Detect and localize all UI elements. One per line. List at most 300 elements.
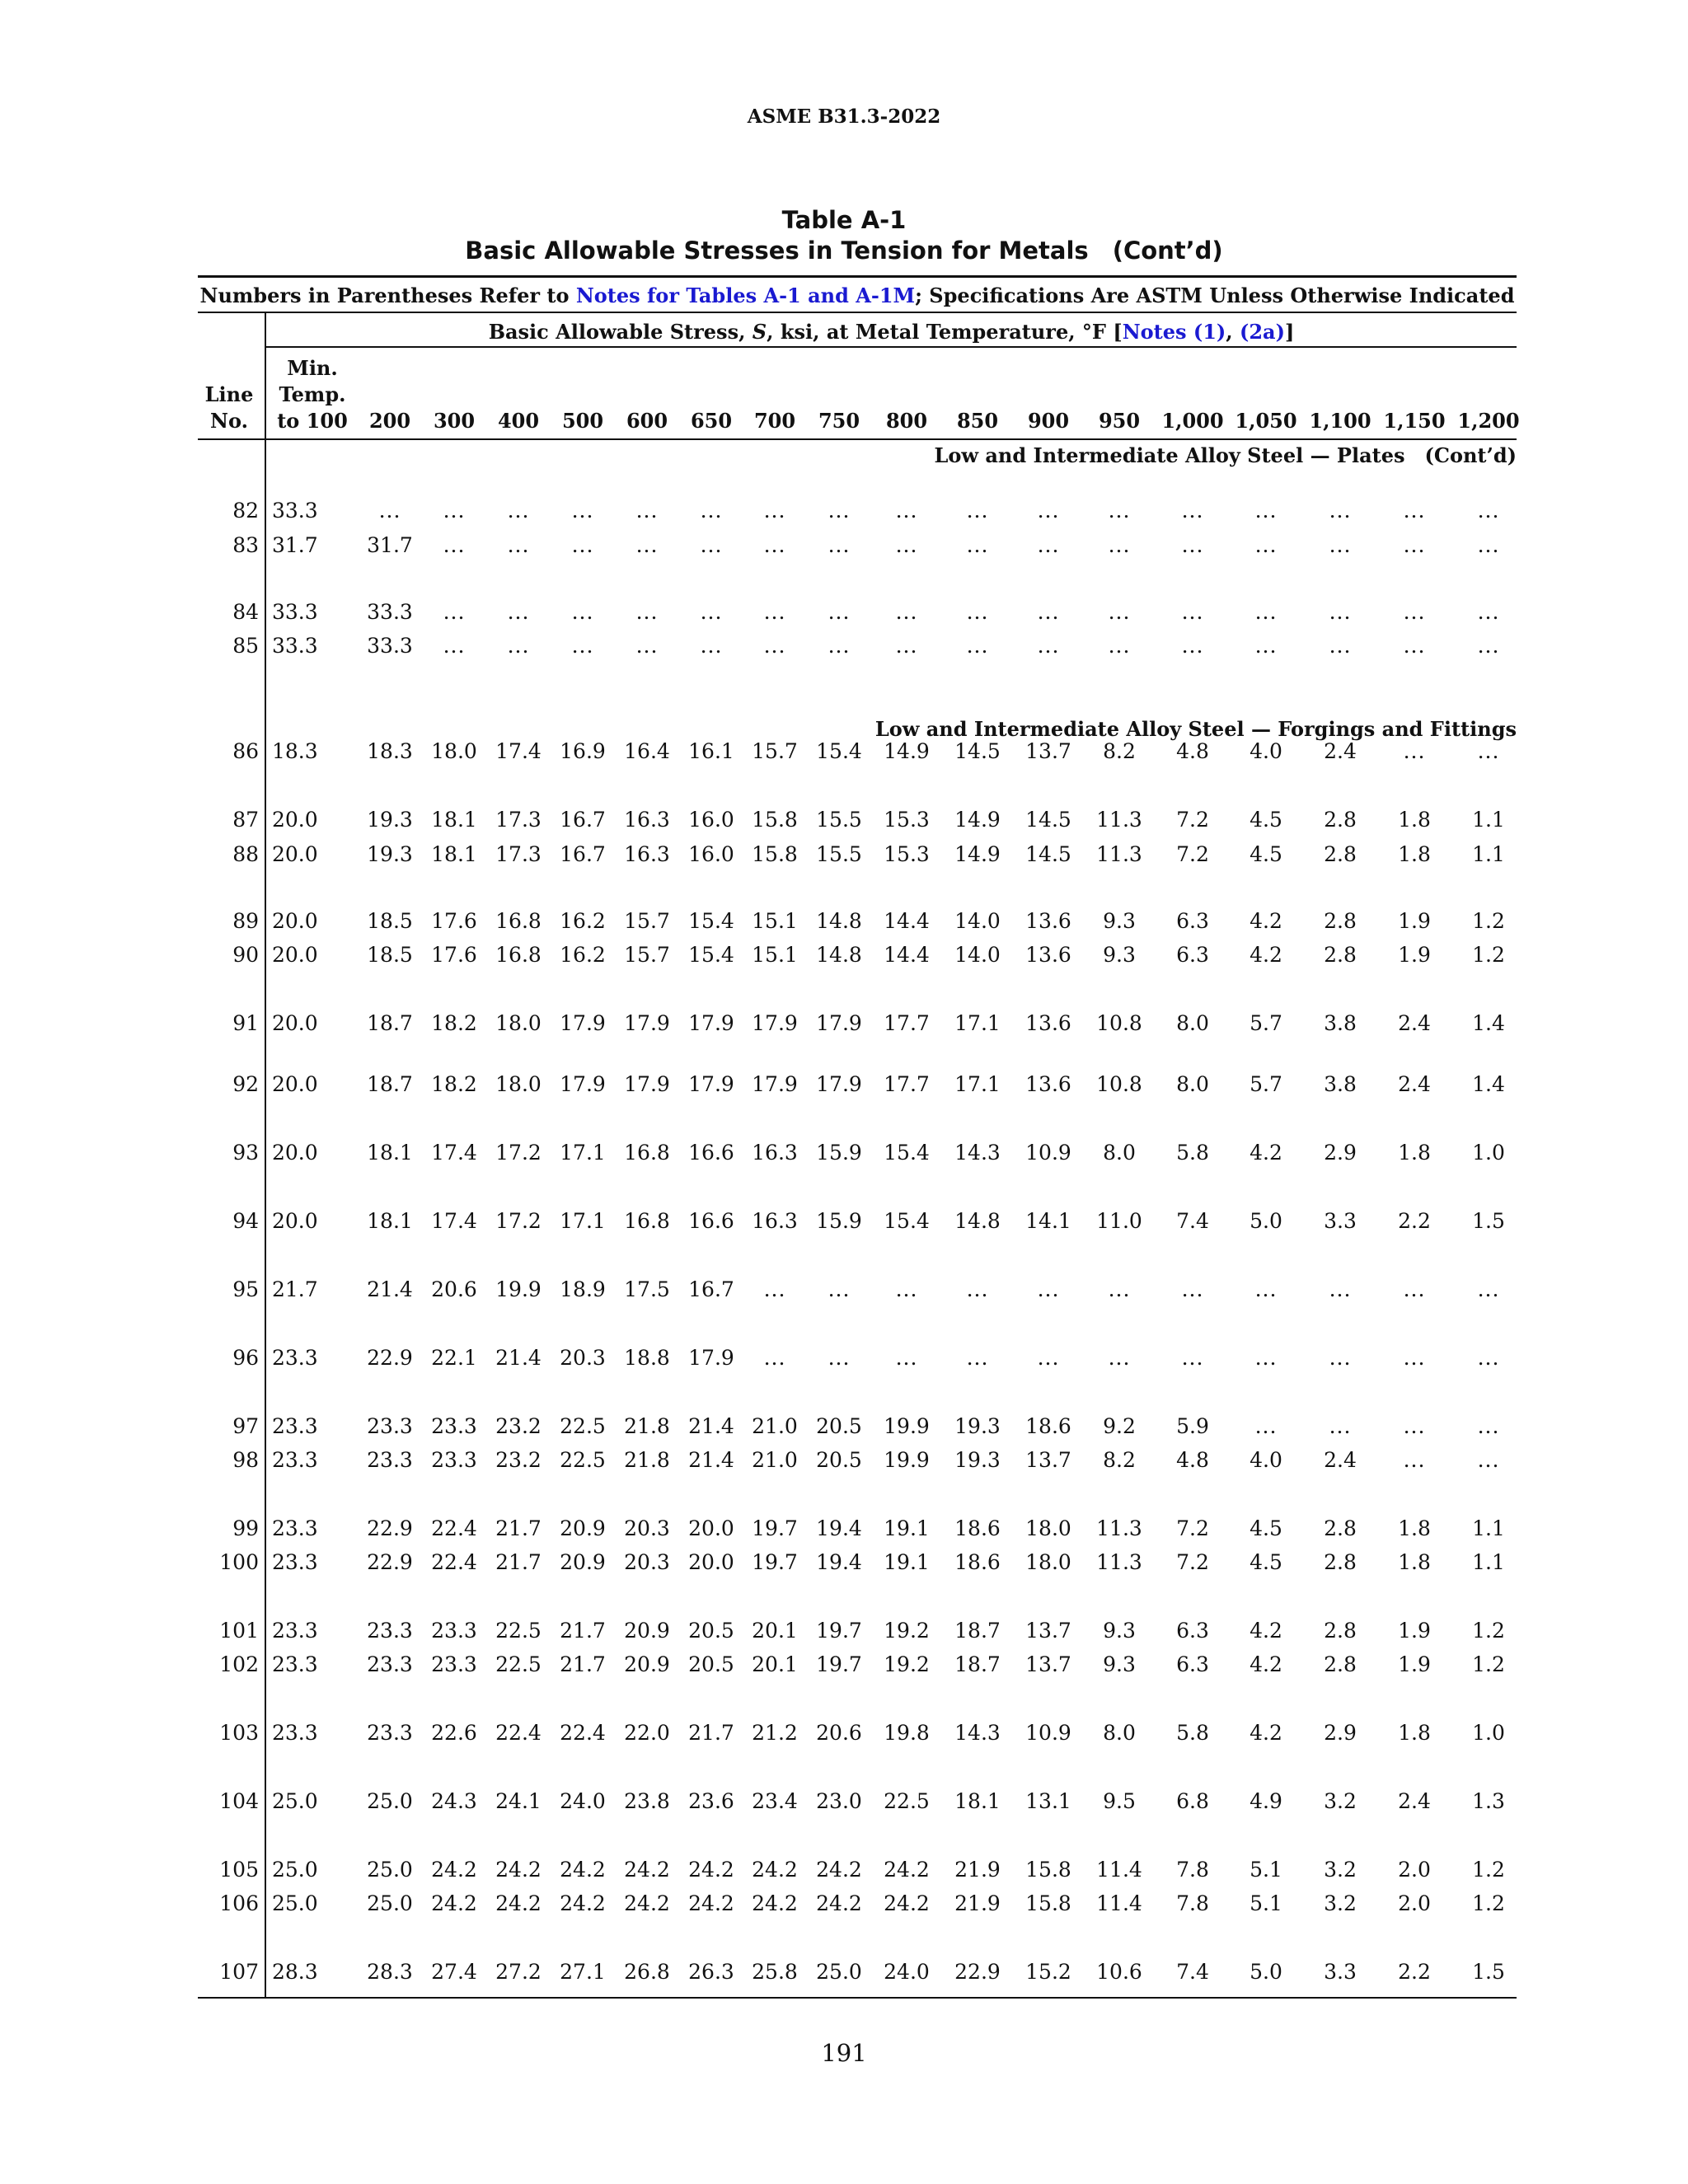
stress-value-cell: 22.9 — [367, 1346, 413, 1370]
stress-value-cell: 24.2 — [752, 1891, 798, 1915]
stress-value-cell: 16.3 — [752, 1209, 798, 1233]
stress-value-cell: 2.2 — [1398, 1209, 1431, 1233]
stress-value-cell: 4.0 — [1250, 739, 1282, 763]
stress-value-cell: 18.5 — [367, 909, 413, 933]
column-header-min-temp-1: Min. — [287, 356, 338, 380]
min-temp-cell: 18.3 — [272, 739, 318, 763]
stress-value-cell: 7.2 — [1176, 842, 1209, 866]
stress-value-cell: 18.0 — [1025, 1550, 1071, 1574]
stress-value-cell: 2.0 — [1398, 1891, 1431, 1915]
line-number-cell: 94 — [232, 1209, 259, 1233]
stress-value-cell: 1.2 — [1472, 1652, 1505, 1676]
stress-value-cell: 24.2 — [816, 1858, 862, 1882]
stress-value-cell: 21.4 — [688, 1448, 734, 1472]
stress-value-cell: 3.3 — [1324, 1209, 1357, 1233]
stress-value-cell: ... — [1254, 600, 1278, 624]
stress-value-cell: 17.3 — [495, 808, 542, 832]
stress-value-cell: 17.2 — [495, 1141, 542, 1165]
stress-value-cell: 18.1 — [367, 1141, 413, 1165]
stress-value-cell: ... — [1329, 533, 1352, 557]
stress-value-cell: 14.5 — [1025, 808, 1071, 832]
stress-value-cell: 19.3 — [954, 1448, 1001, 1472]
line-number-cell: 107 — [219, 1960, 259, 1984]
stress-value-cell: ... — [828, 499, 851, 523]
stress-value-cell: 22.0 — [624, 1721, 670, 1745]
stress-value-cell: 17.4 — [431, 1209, 477, 1233]
stress-value-cell: 4.2 — [1250, 1141, 1282, 1165]
stress-value-cell: ... — [1403, 1414, 1426, 1438]
stress-value-cell: 11.4 — [1096, 1858, 1142, 1882]
line-number-cell: 89 — [232, 909, 259, 933]
stress-value-cell: 1.1 — [1472, 1516, 1505, 1540]
stress-value-cell: 16.3 — [624, 842, 670, 866]
column-header-temp-15: 1,150 — [1383, 409, 1446, 433]
stress-value-cell: 18.3 — [367, 739, 413, 763]
line-number-cell: 101 — [219, 1619, 259, 1643]
stress-value-cell: 21.8 — [624, 1448, 670, 1472]
stress-value-cell: 18.2 — [431, 1011, 477, 1035]
stress-value-cell: 18.0 — [495, 1072, 542, 1096]
stress-value-cell: 25.0 — [367, 1891, 413, 1915]
stress-value-cell: 16.7 — [560, 808, 606, 832]
stress-value-cell: 24.2 — [495, 1891, 542, 1915]
column-header-temp-1: 300 — [433, 409, 476, 433]
stress-value-cell: 2.4 — [1398, 1011, 1431, 1035]
stress-value-cell: ... — [1254, 1277, 1278, 1301]
stress-value-cell: ... — [1403, 600, 1426, 624]
stress-value-cell: 3.8 — [1324, 1072, 1357, 1096]
stress-value-cell: 23.3 — [367, 1652, 413, 1676]
stress-value-cell: 24.2 — [560, 1858, 606, 1882]
stress-value-cell: ... — [635, 533, 659, 557]
column-header-temp-5: 650 — [690, 409, 733, 433]
stress-value-cell: 19.7 — [752, 1550, 798, 1574]
stress-value-cell: 1.1 — [1472, 842, 1505, 866]
stress-value-cell: 24.2 — [431, 1891, 477, 1915]
stress-value-cell: ... — [1329, 1346, 1352, 1370]
stress-value-cell: 23.3 — [367, 1414, 413, 1438]
notes-rule — [198, 312, 1517, 313]
stress-value-cell: 22.9 — [367, 1516, 413, 1540]
stress-value-cell: 19.9 — [495, 1277, 542, 1301]
stress-value-cell: ... — [1477, 1414, 1500, 1438]
stress-value-cell: 22.5 — [495, 1652, 542, 1676]
stress-value-cell: 23.3 — [367, 1721, 413, 1745]
column-header-min-temp-2: Temp. — [279, 382, 346, 406]
stress-value-cell: 14.8 — [954, 1209, 1001, 1233]
stress-value-cell: ... — [700, 634, 723, 658]
stress-value-cell: 2.8 — [1324, 1619, 1357, 1643]
line-number-cell: 84 — [232, 600, 259, 624]
basic-symbol: S — [752, 320, 767, 344]
stress-value-cell: ... — [763, 600, 786, 624]
stress-value-cell: 15.8 — [752, 808, 798, 832]
stress-value-cell: 14.9 — [954, 842, 1001, 866]
stress-value-cell: 15.9 — [816, 1141, 862, 1165]
line-number-cell: 86 — [232, 739, 259, 763]
stress-value-cell: 24.0 — [884, 1960, 930, 1984]
line-number-cell: 98 — [232, 1448, 259, 1472]
stress-value-cell: ... — [895, 1346, 918, 1370]
notes-1-link[interactable]: Notes (1) — [1122, 320, 1226, 344]
stress-value-cell: ... — [1254, 499, 1278, 523]
stress-value-cell: ... — [966, 600, 989, 624]
stress-value-cell: 7.2 — [1176, 808, 1209, 832]
stress-value-cell: 24.1 — [495, 1789, 542, 1813]
stress-value-cell: ... — [635, 634, 659, 658]
stress-value-cell: 14.1 — [1025, 1209, 1071, 1233]
stress-value-cell: 5.0 — [1250, 1960, 1282, 1984]
stress-value-cell: ... — [443, 600, 466, 624]
stress-value-cell: 11.0 — [1096, 1209, 1142, 1233]
stress-value-cell: 4.2 — [1250, 909, 1282, 933]
stress-value-cell: 20.1 — [752, 1652, 798, 1676]
stress-value-cell: 5.8 — [1176, 1141, 1209, 1165]
min-temp-cell: 23.3 — [272, 1448, 318, 1472]
stress-value-cell: 18.1 — [367, 1209, 413, 1233]
stress-value-cell: 1.9 — [1398, 1652, 1431, 1676]
bottom-rule — [198, 1997, 1517, 1999]
stress-value-cell: 1.4 — [1472, 1011, 1505, 1035]
stress-value-cell: ... — [966, 533, 989, 557]
stress-value-cell: ... — [1477, 1277, 1500, 1301]
stress-value-cell: 21.8 — [624, 1414, 670, 1438]
min-temp-cell: 23.3 — [272, 1550, 318, 1574]
stress-value-cell: 17.7 — [884, 1011, 930, 1035]
stress-value-cell: ... — [700, 600, 723, 624]
stress-value-cell: 26.8 — [624, 1960, 670, 1984]
line-number-cell: 90 — [232, 943, 259, 967]
stress-value-cell: ... — [1181, 499, 1204, 523]
stress-value-cell: 11.3 — [1096, 842, 1142, 866]
stress-value-cell: 11.3 — [1096, 1516, 1142, 1540]
stress-value-cell: 22.1 — [431, 1346, 477, 1370]
stress-value-cell: 6.3 — [1176, 909, 1209, 933]
basic-stress-heading — [266, 320, 1517, 344]
line-number-cell: 95 — [232, 1277, 259, 1301]
stress-value-cell: 20.5 — [816, 1414, 862, 1438]
line-number-cell: 88 — [232, 842, 259, 866]
stress-value-cell: 1.3 — [1472, 1789, 1505, 1813]
stress-value-cell: 4.5 — [1250, 808, 1282, 832]
stress-value-cell: ... — [1329, 1277, 1352, 1301]
column-header-temp-7: 750 — [818, 409, 860, 433]
stress-value-cell: 21.7 — [560, 1619, 606, 1643]
column-header-temp-3: 500 — [561, 409, 604, 433]
stress-value-cell: ... — [1037, 533, 1060, 557]
stress-value-cell: 14.8 — [816, 909, 862, 933]
stress-value-cell: 24.2 — [624, 1891, 670, 1915]
stress-value-cell: 4.9 — [1250, 1789, 1282, 1813]
stress-value-cell: 7.4 — [1176, 1960, 1209, 1984]
stress-value-cell: 7.2 — [1176, 1550, 1209, 1574]
stress-value-cell: 21.4 — [367, 1277, 413, 1301]
stress-value-cell: 20.5 — [688, 1652, 734, 1676]
stress-value-cell: 19.2 — [884, 1652, 930, 1676]
stress-value-cell: ... — [1108, 634, 1131, 658]
stress-value-cell: 24.2 — [884, 1858, 930, 1882]
stress-value-cell: 9.5 — [1103, 1789, 1136, 1813]
min-temp-cell: 23.3 — [272, 1414, 318, 1438]
stress-value-cell: 21.7 — [495, 1516, 542, 1540]
stress-value-cell: ... — [1181, 634, 1204, 658]
stress-value-cell: ... — [895, 634, 918, 658]
column-header-temp-10: 900 — [1027, 409, 1070, 433]
stress-value-cell: ... — [966, 1277, 989, 1301]
min-temp-cell: 23.3 — [272, 1619, 318, 1643]
stress-value-cell: 3.2 — [1324, 1858, 1357, 1882]
stress-value-cell: 20.3 — [624, 1550, 670, 1574]
stress-value-cell: ... — [1477, 533, 1500, 557]
stress-value-cell: 4.8 — [1176, 739, 1209, 763]
stress-value-cell: 21.9 — [954, 1891, 1001, 1915]
stress-value-cell: 22.5 — [495, 1619, 542, 1643]
stress-value-cell: ... — [828, 1346, 851, 1370]
notes-2a-link[interactable]: (2a) — [1239, 320, 1285, 344]
stress-value-cell: 21.9 — [954, 1858, 1001, 1882]
stress-value-cell: 20.9 — [560, 1516, 606, 1540]
stress-value-cell: ... — [1403, 634, 1426, 658]
stress-value-cell: ... — [1108, 1277, 1131, 1301]
stress-value-cell: 17.9 — [688, 1011, 734, 1035]
min-temp-cell: 20.0 — [272, 909, 318, 933]
stress-value-cell: 15.7 — [624, 943, 670, 967]
stress-value-cell: 24.2 — [624, 1858, 670, 1882]
stress-value-cell: 15.1 — [752, 909, 798, 933]
stress-value-cell: 1.0 — [1472, 1141, 1505, 1165]
stress-value-cell: 20.9 — [560, 1550, 606, 1574]
stress-value-cell: 17.9 — [560, 1072, 606, 1096]
stress-value-cell: 20.6 — [431, 1277, 477, 1301]
stress-value-cell: 9.3 — [1103, 1619, 1136, 1643]
stress-value-cell: 4.0 — [1250, 1448, 1282, 1472]
stress-value-cell: 24.3 — [431, 1789, 477, 1813]
stress-value-cell: 16.0 — [688, 842, 734, 866]
stress-value-cell: ... — [1477, 600, 1500, 624]
stress-value-cell: 21.2 — [752, 1721, 798, 1745]
line-number-cell: 102 — [219, 1652, 259, 1676]
stress-value-cell: 19.4 — [816, 1516, 862, 1540]
stress-value-cell: 21.7 — [688, 1721, 734, 1745]
stress-value-cell: 9.3 — [1103, 943, 1136, 967]
column-header-temp-2: 400 — [497, 409, 540, 433]
stress-value-cell: 22.4 — [431, 1550, 477, 1574]
stress-value-cell: 1.0 — [1472, 1721, 1505, 1745]
stress-value-cell: 21.4 — [688, 1414, 734, 1438]
stress-value-cell: ... — [1181, 533, 1204, 557]
stress-value-cell: 17.9 — [816, 1011, 862, 1035]
basic-heading-rule — [266, 346, 1517, 348]
stress-value-cell: 9.2 — [1103, 1414, 1136, 1438]
stress-value-cell: 17.9 — [816, 1072, 862, 1096]
column-header-temp-9: 850 — [956, 409, 999, 433]
stress-value-cell: 8.0 — [1103, 1721, 1136, 1745]
stress-value-cell: 1.2 — [1472, 1858, 1505, 1882]
stress-value-cell: 17.1 — [954, 1011, 1001, 1035]
min-temp-cell: 23.3 — [272, 1346, 318, 1370]
notes-suffix: ; Specifications Are ASTM Unless Otherwise Indicated — [915, 284, 1515, 307]
stress-value-cell: 4.5 — [1250, 1516, 1282, 1540]
stress-value-cell: 5.9 — [1176, 1414, 1209, 1438]
stress-value-cell: 15.1 — [752, 943, 798, 967]
stress-value-cell: 16.3 — [624, 808, 670, 832]
stress-value-cell: ... — [443, 533, 466, 557]
stress-value-cell: 13.6 — [1025, 1072, 1071, 1096]
stress-value-cell: 1.8 — [1398, 842, 1431, 866]
min-temp-cell: 25.0 — [272, 1789, 318, 1813]
stress-value-cell: ... — [507, 533, 530, 557]
stress-value-cell: 18.5 — [367, 943, 413, 967]
stress-value-cell: ... — [966, 499, 989, 523]
stress-value-cell: 15.7 — [752, 739, 798, 763]
line-number-cell: 105 — [219, 1858, 259, 1882]
column-header-line-no-1: Line — [204, 382, 254, 406]
stress-value-cell: 22.9 — [367, 1550, 413, 1574]
stress-value-cell: 15.4 — [884, 1141, 930, 1165]
min-temp-cell: 20.0 — [272, 842, 318, 866]
stress-value-cell: 6.8 — [1176, 1789, 1209, 1813]
stress-value-cell: 7.4 — [1176, 1209, 1209, 1233]
stress-value-cell: ... — [1254, 1346, 1278, 1370]
stress-value-cell: 5.1 — [1250, 1858, 1282, 1882]
stress-value-cell: 24.2 — [688, 1858, 734, 1882]
min-temp-cell: 23.3 — [272, 1652, 318, 1676]
stress-value-cell: ... — [1477, 499, 1500, 523]
stress-value-cell: 19.1 — [884, 1550, 930, 1574]
stress-value-cell: ... — [966, 634, 989, 658]
stress-value-cell: 23.2 — [495, 1448, 542, 1472]
stress-value-cell: 4.2 — [1250, 1619, 1282, 1643]
stress-value-cell: 17.2 — [495, 1209, 542, 1233]
stress-value-cell: 14.9 — [954, 808, 1001, 832]
stress-value-cell: 18.2 — [431, 1072, 477, 1096]
stress-value-cell: ... — [1403, 739, 1426, 763]
stress-value-cell: ... — [1108, 1346, 1131, 1370]
stress-value-cell: ... — [571, 634, 594, 658]
column-header-temp-4: 600 — [626, 409, 668, 433]
stress-value-cell: 18.7 — [367, 1011, 413, 1035]
stress-value-cell: 6.3 — [1176, 1619, 1209, 1643]
stress-value-cell: 17.9 — [752, 1072, 798, 1096]
min-temp-cell: 31.7 — [272, 533, 318, 557]
stress-value-cell: ... — [1329, 1414, 1352, 1438]
stress-value-cell: 22.9 — [954, 1960, 1001, 1984]
stress-value-cell: 1.2 — [1472, 909, 1505, 933]
stress-value-cell: ... — [507, 499, 530, 523]
stress-value-cell: 2.4 — [1398, 1072, 1431, 1096]
stress-value-cell: 1.1 — [1472, 808, 1505, 832]
line-number-cell: 83 — [232, 533, 259, 557]
stress-value-cell: ... — [700, 499, 723, 523]
stress-value-cell: 22.4 — [560, 1721, 606, 1745]
stress-value-cell: 14.3 — [954, 1721, 1001, 1745]
stress-value-cell: 16.6 — [688, 1141, 734, 1165]
stress-value-cell: 7.8 — [1176, 1858, 1209, 1882]
stress-value-cell: 14.5 — [954, 739, 1001, 763]
stress-value-cell: 17.1 — [954, 1072, 1001, 1096]
stress-value-cell: ... — [828, 634, 851, 658]
column-header-temp-8: 800 — [885, 409, 928, 433]
stress-value-cell: 4.2 — [1250, 943, 1282, 967]
stress-value-cell: 4.8 — [1176, 1448, 1209, 1472]
stress-value-cell: 15.2 — [1025, 1960, 1071, 1984]
stress-value-cell: 10.9 — [1025, 1721, 1071, 1745]
stress-value-cell: 15.4 — [688, 943, 734, 967]
stress-value-cell: 23.3 — [431, 1619, 477, 1643]
column-header-min-temp — [269, 355, 356, 434]
page-number: 191 — [821, 2039, 867, 2067]
stress-value-cell: ... — [1037, 634, 1060, 658]
stress-value-cell: 18.1 — [954, 1789, 1001, 1813]
stress-value-cell: ... — [378, 499, 401, 523]
stress-value-cell: 5.7 — [1250, 1011, 1282, 1035]
stress-value-cell: 15.5 — [816, 808, 862, 832]
column-header-temp-13: 1,050 — [1235, 409, 1297, 433]
stress-value-cell: 9.3 — [1103, 1652, 1136, 1676]
stress-value-cell: 16.2 — [560, 909, 606, 933]
min-temp-cell: 23.3 — [272, 1516, 318, 1540]
line-number-cell: 97 — [232, 1414, 259, 1438]
stress-value-cell: 17.9 — [688, 1346, 734, 1370]
stress-value-cell: 8.2 — [1103, 739, 1136, 763]
stress-value-cell: 15.4 — [884, 1209, 930, 1233]
line-number-cell: 96 — [232, 1346, 259, 1370]
stress-value-cell: 3.2 — [1324, 1891, 1357, 1915]
stress-value-cell: ... — [635, 600, 659, 624]
stress-value-cell: 2.8 — [1324, 808, 1357, 832]
stress-value-cell: ... — [828, 600, 851, 624]
stress-value-cell: 14.0 — [954, 943, 1001, 967]
stress-value-cell: 1.1 — [1472, 1550, 1505, 1574]
stress-value-cell: 18.1 — [431, 842, 477, 866]
stress-value-cell: 5.8 — [1176, 1721, 1209, 1745]
stress-value-cell: 13.6 — [1025, 943, 1071, 967]
stress-value-cell: 18.8 — [624, 1346, 670, 1370]
stress-value-cell: 3.2 — [1324, 1789, 1357, 1813]
stress-value-cell: ... — [507, 600, 530, 624]
stress-value-cell: 22.4 — [431, 1516, 477, 1540]
stress-value-cell: 14.5 — [1025, 842, 1071, 866]
stress-value-cell: ... — [895, 499, 918, 523]
stress-value-cell: 6.3 — [1176, 1652, 1209, 1676]
min-temp-cell: 20.0 — [272, 808, 318, 832]
stress-value-cell: 11.3 — [1096, 808, 1142, 832]
stress-value-cell: ... — [700, 533, 723, 557]
stress-value-cell: 2.2 — [1398, 1960, 1431, 1984]
column-header-line-no-2: No. — [210, 409, 248, 433]
stress-value-cell: ... — [1108, 533, 1131, 557]
line-number-cell: 85 — [232, 634, 259, 658]
stress-value-cell: 17.5 — [624, 1277, 670, 1301]
stress-value-cell: 25.8 — [752, 1960, 798, 1984]
line-number-cell: 104 — [219, 1789, 259, 1813]
column-header-rule — [198, 438, 1517, 440]
column-header-line-no — [198, 382, 260, 434]
stress-value-cell: 1.8 — [1398, 1721, 1431, 1745]
line-number-cell: 106 — [219, 1891, 259, 1915]
stress-value-cell: 15.4 — [688, 909, 734, 933]
stress-value-cell: 20.6 — [816, 1721, 862, 1745]
notes-prefix: Numbers in Parentheses Refer to — [199, 284, 576, 307]
stress-value-cell: 18.1 — [431, 808, 477, 832]
stress-value-cell: 18.7 — [954, 1652, 1001, 1676]
stress-value-cell: 2.0 — [1398, 1858, 1431, 1882]
stress-value-cell: 1.9 — [1398, 909, 1431, 933]
stress-value-cell: 1.4 — [1472, 1072, 1505, 1096]
stress-value-cell: 22.4 — [495, 1721, 542, 1745]
notes-link[interactable]: Notes for Tables A-1 and A-1M — [575, 284, 916, 307]
min-temp-cell: 25.0 — [272, 1858, 318, 1882]
